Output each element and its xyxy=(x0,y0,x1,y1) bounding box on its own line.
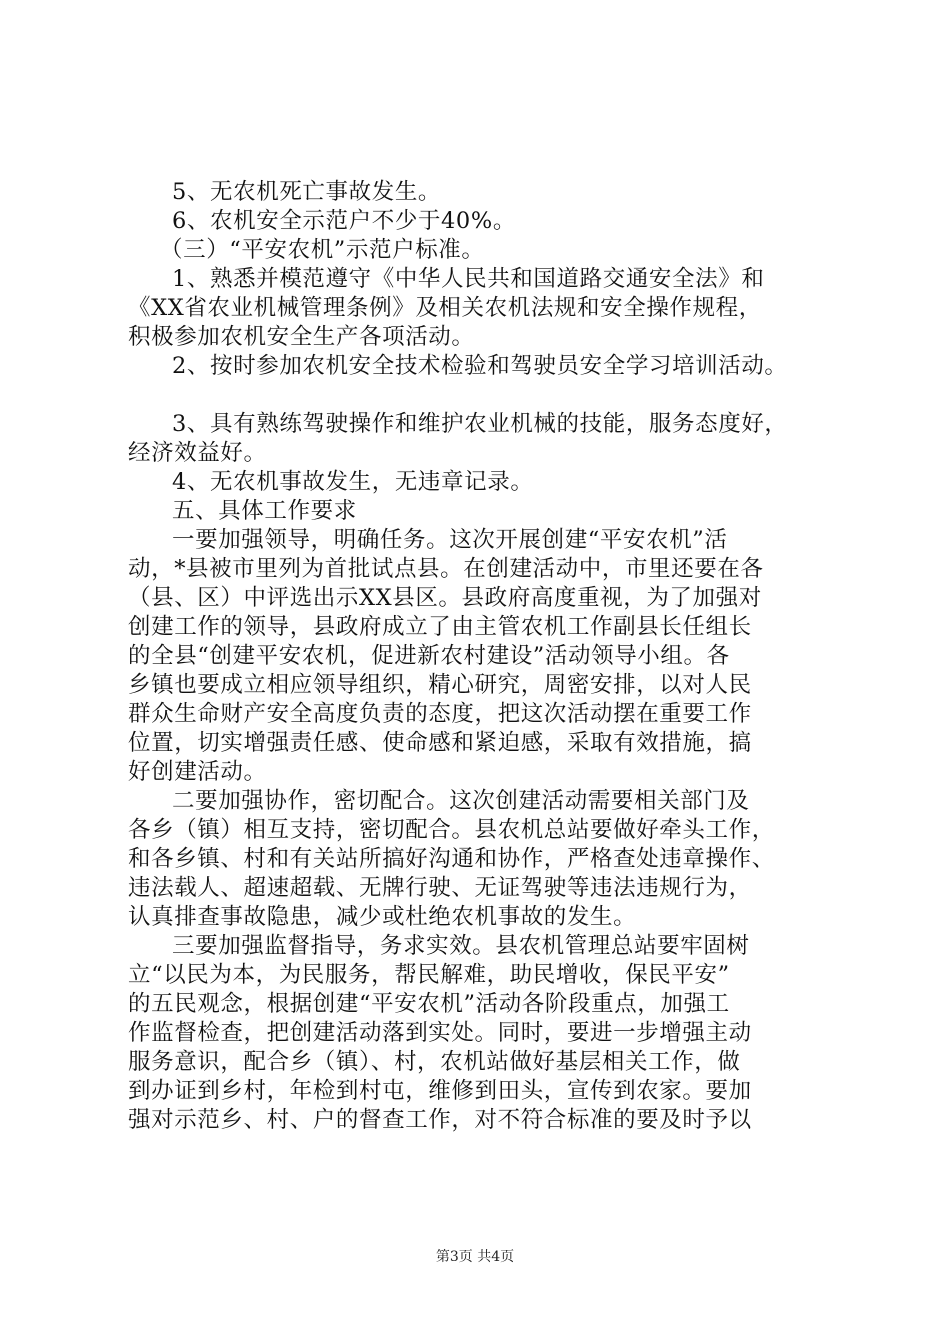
paragraph-line: 作监督检查，把创建活动落到实处。同时，要进一步增强主动 xyxy=(128,1020,752,1046)
page-number-footer: 第3页 共4页 xyxy=(435,1249,515,1265)
paragraph-line: 的五民观念，根据创建“平安农机”活动各阶段重点，加强工 xyxy=(128,991,730,1017)
paragraph-line: 二要加强协作，密切配合。这次创建活动需要相关部门及 xyxy=(172,788,750,814)
paragraph-line: 立“以民为本，为民服务，帮民解难，助民增收，保民平安” xyxy=(128,962,730,988)
paragraph-line: 4、无农机事故发生，无违章记录。 xyxy=(172,469,534,495)
paragraph-line: 和各乡镇、村和有关站所搞好沟通和协作，严格查处违章操作、 xyxy=(128,846,775,872)
list-item-5: 5、无农机死亡事故发生。 xyxy=(172,179,442,205)
paragraph-line: 位置，切实增强责任感、使命感和紧迫感，采取有效措施，搞 xyxy=(128,730,752,756)
paragraph-line: 2、按时参加农机安全技术检验和驾驶员安全学习培训活动。 xyxy=(172,353,788,379)
paragraph-line: （县、区）中评选出示XX县区。县政府高度重视，为了加强对 xyxy=(128,585,762,611)
paragraph-line: 一要加强领导，明确任务。这次开展创建“平安农机”活 xyxy=(172,527,728,553)
paragraph-line: 3、具有熟练驾驶操作和维护农业机械的技能，服务态度好， xyxy=(172,411,788,437)
section-heading-5: 五、具体工作要求 xyxy=(172,498,357,524)
paragraph-line: 好创建活动。 xyxy=(128,759,267,785)
paragraph-line: 的全县“创建平安农机，促进新农村建设”活动领导小组。各 xyxy=(128,643,730,669)
paragraph-line: 各乡（镇）相互支持，密切配合。县农机总站要做好牵头工作， xyxy=(128,817,775,843)
paragraph-line: 《XX省农业机械管理条例》及相关农机法规和安全操作规程， xyxy=(128,295,762,321)
paragraph-line: 三要加强监督指导，务求实效。县农机管理总站要牢固树 xyxy=(172,933,750,959)
paragraph-line: 群众生命财产安全高度负责的态度，把这次活动摆在重要工作 xyxy=(128,701,752,727)
paragraph-line: 1、熟悉并模范遵守《中华人民共和国道路交通安全法》和 xyxy=(172,266,765,292)
paragraph-line: 动，*县被市里列为首批试点县。在创建活动中，市里还要在各 xyxy=(128,556,764,582)
paragraph-line: 创建工作的领导，县政府成立了由主管农机工作副县长任组长 xyxy=(128,614,752,640)
paragraph-line: 强对示范乡、村、户的督查工作，对不符合标准的要及时予以 xyxy=(128,1107,752,1133)
section-heading-3: （三）“平安农机”示范户标准。 xyxy=(160,237,485,263)
paragraph-line: 认真排查事故隐患，减少或杜绝农机事故的发生。 xyxy=(128,904,637,930)
document-body xyxy=(128,178,840,1135)
paragraph-line: 乡镇也要成立相应领导组织，精心研究，周密安排，以对人民 xyxy=(128,672,752,698)
list-item-6: 6、农机安全示范户不少于40%。 xyxy=(172,208,516,234)
paragraph-line: 经济效益好。 xyxy=(128,440,267,466)
paragraph-line: 到办证到乡村，年检到村屯，维修到田头，宣传到农家。要加 xyxy=(128,1078,752,1104)
paragraph-line: 违法载人、超速超载、无牌行驶、无证驾驶等违法违规行为， xyxy=(128,875,752,901)
paragraph-line: 积极参加农机安全生产各项活动。 xyxy=(128,324,475,350)
paragraph-line: 服务意识，配合乡（镇）、村，农机站做好基层相关工作，做 xyxy=(128,1049,741,1075)
